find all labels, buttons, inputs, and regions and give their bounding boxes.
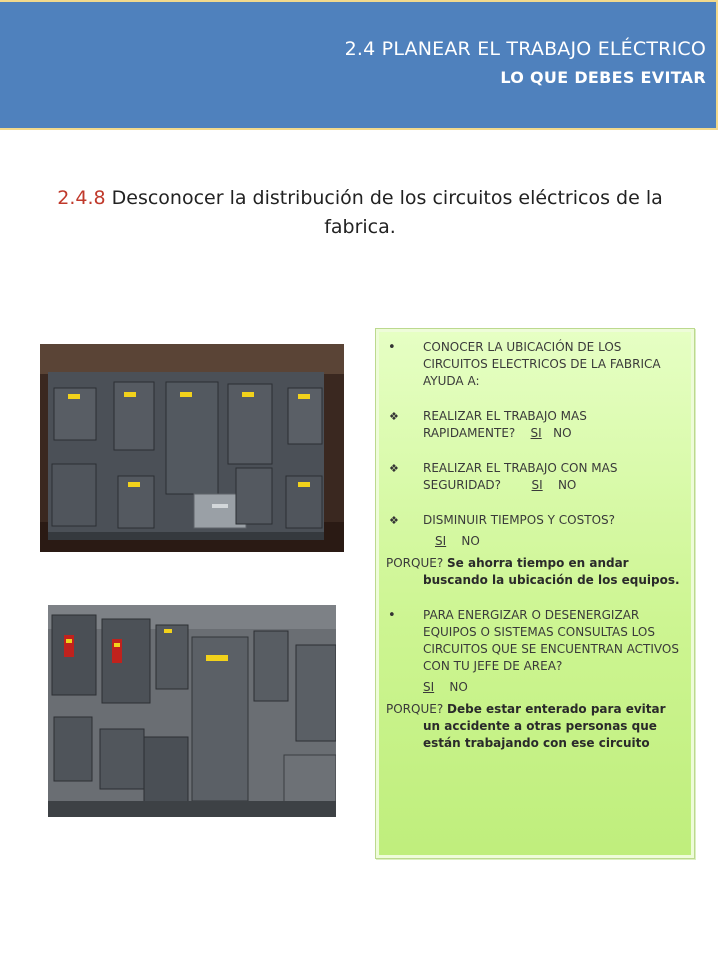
porque-answer-1 <box>386 555 686 589</box>
header-subtitle: LO QUE DEBES EVITAR <box>500 68 706 87</box>
slide-header <box>0 0 718 130</box>
header-title: 2.4 PLANEAR EL TRABAJO ELÉCTRICO <box>344 38 706 60</box>
q2-no-option[interactable]: NO <box>557 478 577 492</box>
section-text: Desconocer la distribución de los circuitos eléctricos de la fabrica. <box>105 187 663 238</box>
electrical-panels-photo-1 <box>40 344 344 552</box>
q1-no-option[interactable]: NO <box>553 426 572 440</box>
q2-si-option[interactable]: SI <box>531 478 543 492</box>
q1-si-option[interactable]: SI <box>530 426 542 440</box>
question-2-text: REALIZAR EL TRABAJO CON MAS SEGURIDAD? <box>423 461 618 492</box>
list-item <box>386 339 686 390</box>
diamond-check-icon: ❖ <box>389 514 399 527</box>
item2-options <box>386 679 686 696</box>
porque-2-text: Debe estar enterado para evitar un accidente a otras personas que están trabajando con ese circuito <box>423 702 666 750</box>
porque-answer-2 <box>386 701 686 752</box>
diamond-check-icon: ❖ <box>389 462 399 475</box>
q3-si-option[interactable]: SI <box>435 534 447 548</box>
porque-label: PORQUE? <box>386 556 444 570</box>
q3-options <box>386 533 686 550</box>
intro-text: CONOCER LA UBICACIÓN DE LOS CIRCUITOS ELECTRICOS DE LA FABRICA AYUDA A: <box>423 340 661 388</box>
diamond-check-icon: ❖ <box>389 410 399 423</box>
porque-label: PORQUE? <box>386 702 444 716</box>
item-2-text: PARA ENERGIZAR O DESENERGIZAR EQUIPOS O SISTEMAS CONSULTAS LOS CIRCUITOS QUE SE ENCUENTRAN ACTIVOS CON TU JEFE DE AREA? <box>423 608 679 673</box>
section-heading <box>40 184 680 242</box>
electrical-panels-photo-2 <box>48 605 336 817</box>
item2-si-option[interactable]: SI <box>423 680 435 694</box>
question-3-text: DISMINUIR TIEMPOS Y COSTOS? <box>423 513 616 527</box>
q3-no-option[interactable]: NO <box>461 534 480 548</box>
porque-1-text: Se ahorra tiempo en andar buscando la ubicación de los equipos. <box>423 556 680 587</box>
list-item <box>386 460 686 494</box>
section-number: 2.4.8 <box>57 187 106 209</box>
checklist-panel <box>375 328 695 859</box>
item2-no-option[interactable]: NO <box>449 680 468 694</box>
list-item <box>386 512 686 529</box>
list-item <box>386 607 686 675</box>
bullet-dot-icon: • <box>388 608 396 623</box>
bullet-dot-icon: • <box>388 340 396 355</box>
question-1-text: REALIZAR EL TRABAJO MAS RAPIDAMENTE? <box>423 409 587 440</box>
list-item <box>386 408 686 442</box>
